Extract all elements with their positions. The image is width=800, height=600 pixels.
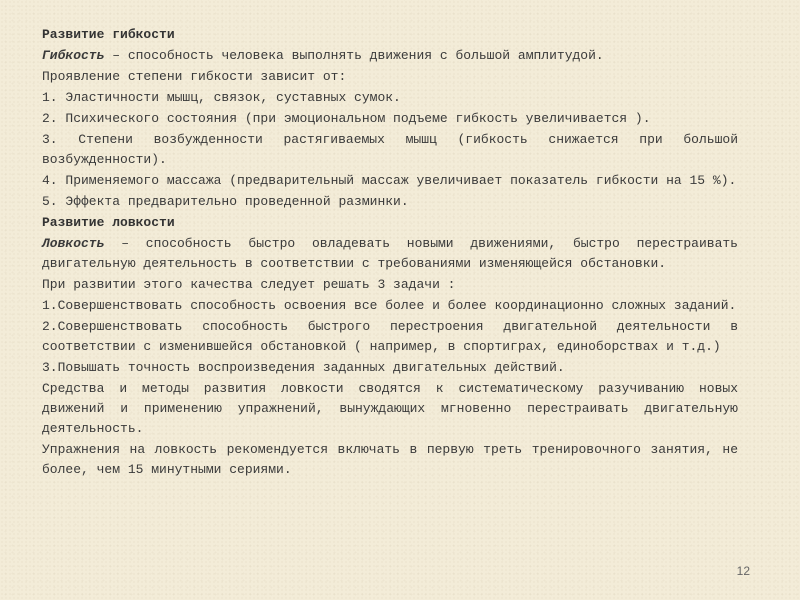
agility-task-2: 2.Совершенствовать способность быстрого перестроения двигательной деятельности в соответствии с изменившейся обстановкой ( например, в спортиграх, единоборствах и т.д.) <box>42 319 738 354</box>
agility-task-3: 3.Повышать точность воспроизведения заданных двигательных действий. <box>42 360 565 375</box>
flexibility-item-1: 1. Эластичности мышц, связок, суставных сумок. <box>42 90 401 105</box>
agility-intro: При развитии этого качества следует решать 3 задачи : <box>42 277 456 292</box>
term-agility: Ловкость <box>42 236 105 251</box>
slide-body <box>42 25 738 481</box>
flexibility-item-5: 5. Эффекта предварительно проведенной разминки. <box>42 194 409 209</box>
flexibility-item-2: 2. Психического состояния (при эмоциональном подъеме гибкость увеличивается ). <box>42 111 651 126</box>
heading-flexibility: Развитие гибкости <box>42 27 175 42</box>
flexibility-intro: Проявление степени гибкости зависит от: <box>42 69 347 84</box>
flexibility-definition <box>42 46 738 66</box>
heading-agility: Развитие ловкости <box>42 215 175 230</box>
agility-definition-text: – способность быстро овладевать новыми движениями, быстро перестраивать двигательную деятельность в соответствии с требованиями изменяющейся обстановки. <box>42 236 738 271</box>
flexibility-item-3: 3. Степени возбужденности растягиваемых мышц (гибкость снижается при большой возбужденности). <box>42 132 738 167</box>
flexibility-definition-text: – способность человека выполнять движения с большой амплитудой. <box>104 48 604 63</box>
page-number: 12 <box>736 564 750 578</box>
agility-task-1: 1.Совершенствовать способность освоения все более и более координационно сложных заданий. <box>42 298 737 313</box>
term-flexibility: Гибкость <box>42 48 105 63</box>
agility-methods: Средства и методы развития ловкости сводятся к систематическому разучиванию новых движений и применению упражнений, вынуждающих мгновенно перестраивать двигательную деятельность. <box>42 381 738 436</box>
agility-exercises: Упражнения на ловкость рекомендуется включать в первую треть тренировочного занятия, не более, чем 15 минутными сериями. <box>42 442 738 477</box>
agility-definition <box>42 234 738 274</box>
flexibility-item-4: 4. Применяемого массажа (предварительный массаж увеличивает показатель гибкости на 15 %). <box>42 173 737 188</box>
